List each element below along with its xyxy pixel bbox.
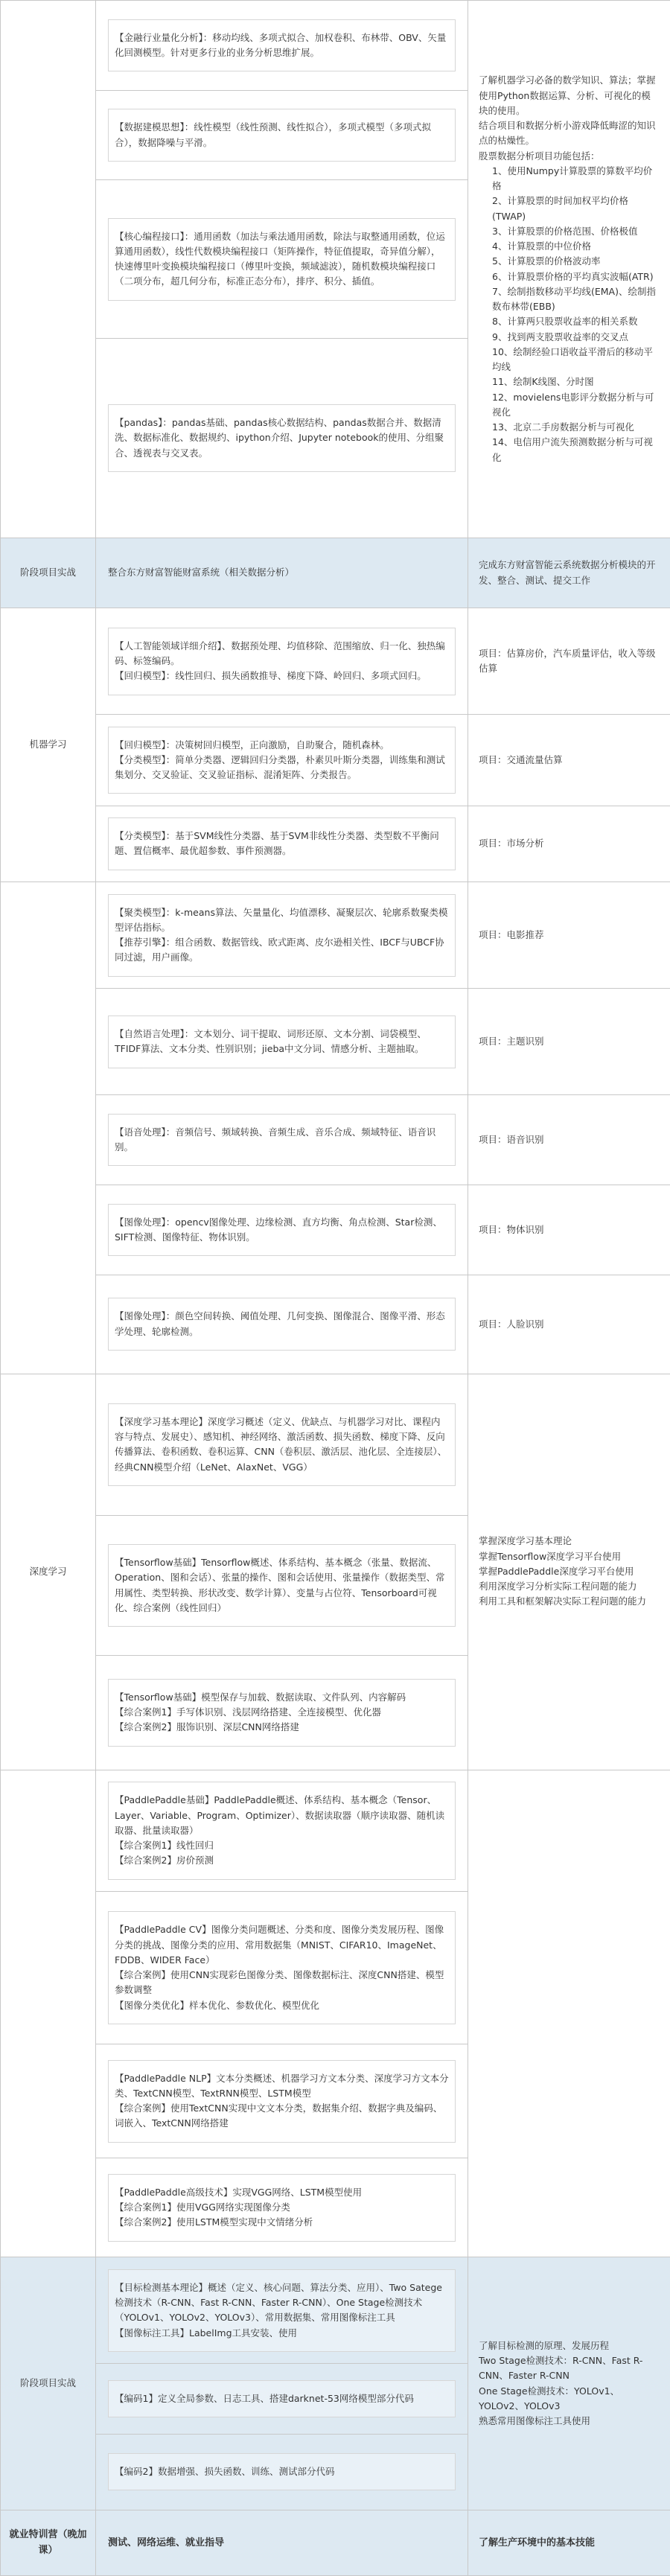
row-ml-regression	[1, 608, 670, 715]
row-ml-face	[1, 1275, 670, 1374]
content-block	[108, 1544, 456, 1627]
outcome-item: 11、绘制K线图、分时图	[492, 376, 594, 388]
content-cell	[96, 806, 468, 881]
content-line: 【PaddlePaddle NLP】文本分类概述、机器学习方文本分类、深度学习方文本分类、TextCNN模型、TextRNN模型、LSTM模型	[115, 2072, 449, 2099]
content-cell	[96, 2044, 468, 2158]
content-line: 【分类模型】：简单分类器、逻辑回归分类器，朴素贝叶斯分类器，训练集和测试集划分、交叉验证、交叉验证指标、混淆矩阵、分类报告。	[115, 753, 445, 781]
content-cell	[96, 2257, 468, 2364]
outcome-cell: 项目：电影推荐	[468, 882, 670, 989]
outcome-cell: 项目：估算房价，汽车质量评估，收入等级估算	[468, 608, 670, 715]
content-block	[108, 1403, 456, 1486]
content-cell	[96, 90, 468, 180]
content-block	[108, 1204, 456, 1257]
content-line: 【PaddlePaddle高级技术】实现VGG网络、LSTM模型使用	[115, 2186, 363, 2198]
row-ml-trees	[1, 715, 670, 806]
content-line: 【综合案例2】服饰识别、深层CNN网络搭建	[115, 1721, 299, 1733]
content-block	[108, 1298, 456, 1351]
outcome-item: 6、计算股票价格的平均真实波幅(ATR)	[492, 270, 654, 282]
content-text: 【语音处理】：音频信号、频域转换、音频生成、音乐合成、频域特征、语音识别。	[115, 1126, 436, 1153]
stage-label: 机器学习	[1, 608, 96, 882]
row-detect	[1, 2257, 670, 2364]
content-line: 【综合案例2】使用LSTM模型实现中文情绪分析	[115, 2216, 313, 2228]
outcome-item: 3、计算股票的价格范围、价格极值	[492, 225, 638, 237]
content-text: 【图像处理】：opencv图像处理、边缘检测、直方均衡、角点检测、Star检测、SIFT检测、图像特征、物体识别。	[115, 1216, 442, 1243]
stage-cell-empty	[1, 1, 96, 538]
content-line: 【Tensorflow基础】模型保存与加载、数据读取、文件队列、内容解码	[115, 1691, 406, 1703]
outcome-item: 14、电信用户流失预测数据分析与可视化	[492, 436, 653, 463]
outcome-item: 2、计算股票的时间加权平均价格(TWAP)	[492, 195, 628, 222]
content-block	[108, 1016, 456, 1068]
content-text: 【编码2】数据增强、损失函数、训练、测试部分代码	[115, 2466, 335, 2478]
outcome-lead: 结合项目和数据分析小游戏降低晦涩的知识点的枯燥性。	[479, 120, 656, 147]
content-block	[108, 19, 456, 72]
outcome-line: 掌握Tensorflow深度学习平台使用	[479, 1550, 622, 1562]
content-line: 【图像分类优化】样本优化、参数优化、模型优化	[115, 1999, 320, 2011]
content-line: 【综合案例1】使用VGG网络实现图像分类	[115, 2202, 290, 2213]
content-block	[108, 894, 456, 977]
content-line: 【人工智能领域详细介绍】、数据预处理、均值移除、范围缩放、归一化、独热编码、标签编码。	[115, 640, 445, 667]
content-line: 【回归模型】：线性回归、损失函数推导、梯度下降、岭回归、多项式回归。	[115, 670, 427, 682]
stage-label: 就业特训营（晚加课）	[1, 2510, 96, 2575]
outcome-cell: 了解生产环境中的基本技能	[468, 2510, 670, 2575]
outcome-cell: 项目：物体识别	[468, 1185, 670, 1275]
outcome-cell: 项目：人脸识别	[468, 1275, 670, 1374]
outcome-item: 12、movielens电影评分数据分析与可视化	[492, 391, 654, 418]
outcome-item: 8、计算两只股票收益率的相关系数	[492, 316, 638, 328]
content-line: 【PaddlePaddle基础】PaddlePaddle概述、体系结构、基本概念（Tensor、Layer、Variable、Program、Optimizer）、数据读取器（顺序读取器、随机读取器、批量读取器）	[115, 1794, 445, 1836]
content-line: 【图像标注工具】LabelImg工具安装、使用	[115, 2327, 298, 2339]
outcome-cell-empty	[468, 1770, 670, 2257]
outcome-line: 熟悉常用图像标注工具使用	[479, 2415, 591, 2427]
content-cell	[96, 339, 468, 538]
outcome-cell: 项目：市场分析	[468, 806, 670, 881]
content-block	[108, 628, 456, 695]
stage-cell-empty	[1, 882, 96, 1374]
content-cell	[96, 1095, 468, 1185]
outcome-line: One Stage检测技术：YOLOv1、YOLOv2、YOLOv3	[479, 2385, 620, 2411]
content-cell	[96, 882, 468, 989]
row-ml-svm	[1, 806, 670, 881]
row-stage-project-1	[1, 538, 670, 608]
content-cell: 测试、网络运维、就业指导	[96, 2510, 468, 2575]
content-block	[108, 2269, 456, 2352]
outcome-cell-detect	[468, 2257, 670, 2510]
content-text: 【分类模型】：基于SVM线性分类器、基于SVM非线性分类器、类型数不平衡问题、置信概率、最优超参数、事件预测器。	[115, 830, 439, 857]
content-block	[108, 218, 456, 301]
outcome-line: 利用工具和框架解决实际工程问题的能力	[479, 1595, 647, 1607]
content-block	[108, 1782, 456, 1879]
content-cell	[96, 608, 468, 715]
content-cell	[96, 2364, 468, 2434]
row-ml-nlp	[1, 989, 670, 1095]
content-cell	[96, 1892, 468, 2044]
content-line: 【PaddlePaddle CV】图像分类问题概述、分类和度、图像分类发展历程、图像分类的挑战、图像分类的应用、常用数据集（MNIST、CIFAR10、ImageNet、FDDB、WIDER Face）	[115, 1924, 444, 1966]
row-career	[1, 2510, 670, 2575]
stage-label: 阶段项目实战	[1, 538, 96, 608]
outcome-cell: 项目：主题识别	[468, 989, 670, 1095]
content-block	[108, 727, 456, 794]
stage-label: 阶段项目实战	[1, 2257, 96, 2510]
content-block	[108, 2453, 456, 2490]
content-block	[108, 2380, 456, 2417]
outcome-cell: 项目：语音识别	[468, 1095, 670, 1185]
content-cell	[96, 2434, 468, 2510]
content-cell	[96, 1770, 468, 1892]
content-block	[108, 404, 456, 472]
content-line: 【推荐引擎】：组合函数、数据管线、欧式距离、皮尔逊相关性、IBCF与UBCF协同过滤，用户画像。	[115, 937, 444, 963]
row-paddle-basic	[1, 1770, 670, 1892]
content-line: 【综合案例1】手写体识别、浅层网络搭建、全连接模型、优化器	[115, 1706, 381, 1718]
outcome-item: 7、绘制指数移动平均线(EMA)、绘制指数布林带(EBB)	[492, 285, 656, 313]
outcome-item: 10、绘制经验口语收益平滑后的移动平均线	[492, 345, 653, 373]
outcome-cell-numpy	[468, 1, 670, 538]
content-line: 【综合案例】使用TextCNN实现中文文本分类，数据集介绍、数据字典及编码、词嵌入、TextCNN网络搭建	[115, 2102, 443, 2129]
outcome-cell-dl	[468, 1374, 670, 1770]
row-ml-image	[1, 1185, 670, 1275]
row-dl-theory	[1, 1374, 670, 1515]
content-cell	[96, 1656, 468, 1770]
outcome-intro: 了解机器学习必备的数学知识、算法；掌握使用Python数据运算、分析、可视化的模块的使用。	[479, 74, 656, 116]
content-cell	[96, 1374, 468, 1515]
content-cell	[96, 1515, 468, 1655]
content-text: 【图像处理】：颜色空间转换、阈值处理、几何变换、图像混合、图像平滑、形态学处理、轮廓检测。	[115, 1310, 445, 1337]
content-text: 【核心编程接口】：通用函数（加法与乘法通用函数，除法与取整通用函数，位运算通用函数），线性代数模块编程接口（矩阵操作，特征值提取，奇异值分解），快速傅里叶变换模块编程接口（傅里叶变换，频域滤波），随机数模块编程接口（二项分布，超几何分布，标准正态分布），排序、积分、插值。	[115, 230, 445, 287]
outcome-item: 9、找到两支股票收益率的交叉点	[492, 331, 628, 342]
content-line: 【聚类模型】：k-means算法、矢量量化、均值漂移、凝聚层次、轮廓系数聚类模型评估指标。	[115, 906, 448, 933]
outcome-line: 了解目标检测的原理、发展历程	[479, 2339, 610, 2351]
outcome-item: 1、使用Numpy计算股票的算数平均价格	[492, 165, 653, 192]
content-line: 【综合案例1】线性回归	[115, 1840, 214, 1852]
content-text: 【深度学习基本理论】深度学习概述（定义、优缺点、与机器学习对比、课程内容与特点、发展史）、感知机、神经网络、激活函数、损失函数、梯度下降、反向传播算法、卷积函数、卷积运算、CNN（卷积层、激活层、池化层、全连接层）、经典CNN模型介绍（LeNet、AlaxNet、VGG）	[115, 1415, 447, 1473]
content-block	[108, 109, 456, 162]
content-block	[108, 1911, 456, 2024]
content-text: 【金融行业量化分析】：移动均线、多项式拟合、加权卷积、布林带、OBV、矢量化回测模型。针对更多行业的业务分析思维扩展。	[115, 31, 447, 58]
outcome-line: Two Stage检测技术：R-CNN、Fast R-CNN、Faster R-CNN	[479, 2355, 643, 2382]
content-line: 【综合案例】使用CNN实现彩色图像分类、图像数据标注、深度CNN搭建、模型参数调整	[115, 1969, 444, 1996]
outcome-line: 掌握深度学习基本理论	[479, 1535, 572, 1547]
outcome-line: 掌握PaddlePaddle深度学习平台使用	[479, 1565, 634, 1577]
content-text: 【数据建模思想】：线性模型（线性预测、线性拟合），多项式模型（多项式拟合），数据降噪与平滑。	[115, 121, 432, 148]
outcome-item: 4、计算股票的中位价格	[492, 240, 591, 252]
content-cell	[96, 715, 468, 806]
outcome-cell: 项目：交通流量估算	[468, 715, 670, 806]
content-block	[108, 2174, 456, 2242]
content-cell	[96, 1, 468, 91]
content-text: 【Tensorflow基础】Tensorflow概述、体系结构、基本概念（张量、数据流、Operation、图和会话）、张量的操作、图和会话使用、张量操作（数据类型、常用属性、类型转换、形状改变、数学计算）、变量与占位符、Tensorboard可视化、综合案例（线性回归）	[115, 1557, 445, 1613]
content-block	[108, 1114, 456, 1167]
content-block	[108, 1679, 456, 1747]
content-cell	[96, 1275, 468, 1374]
content-cell	[96, 1185, 468, 1275]
content-line: 【目标检测基本理论】概述（定义、核心问题、算法分类、应用）、Two Satege检测技术（R-CNN、Fast R-CNN、Faster R-CNN）、One Stage检测技术（YOLOv1、YOLOv2、YOLOv3）、常用数据集、常用图像标注工具	[115, 2281, 442, 2324]
outcome-cell: 完成东方财富智能云系统数据分析模块的开发、整合、测试、提交工作	[468, 538, 670, 608]
row-fin-indicators	[1, 1, 670, 91]
content-cell	[96, 180, 468, 339]
content-cell: 整合东方财富智能财富系统（相关数据分析）	[96, 538, 468, 608]
content-line: 【回归模型】：决策树回归模型，正向激励，自助聚合，随机森林。	[115, 739, 389, 750]
content-text: 【自然语言处理】：文本划分、词干提取、词形还原、文本分割、词袋模型、TFIDF算法、文本分类、性别识别；jieba中文分词、情感分析、主题抽取。	[115, 1028, 427, 1055]
row-ml-speech	[1, 1095, 670, 1185]
outcome-item: 5、计算股票的价格波动率	[492, 255, 601, 267]
content-line: 【综合案例2】房价预测	[115, 1855, 214, 1866]
content-cell	[96, 2158, 468, 2257]
outcome-list-head: 股票数据分析项目功能包括：	[479, 150, 600, 162]
content-cell	[96, 989, 468, 1095]
content-block	[108, 2060, 456, 2143]
content-block	[108, 817, 456, 870]
outcome-item: 13、北京二手房数据分析与可视化	[492, 421, 634, 433]
row-ml-cluster	[1, 882, 670, 989]
outcome-line: 利用深度学习分析实际工程问题的能力	[479, 1581, 637, 1593]
content-text: 【pandas】：pandas基础、pandas核心数据结构、pandas数据合并、数据清洗、数据标准化、数据规约、ipython介绍、Jupyter notebook的使用、分组聚合、透视表与交叉表。	[115, 417, 444, 459]
stage-cell-empty	[1, 1770, 96, 2257]
content-text: 【编码1】定义全局参数、日志工具、搭建darknet-53网络模型部分代码	[115, 2392, 414, 2404]
stage-label: 深度学习	[1, 1374, 96, 1770]
